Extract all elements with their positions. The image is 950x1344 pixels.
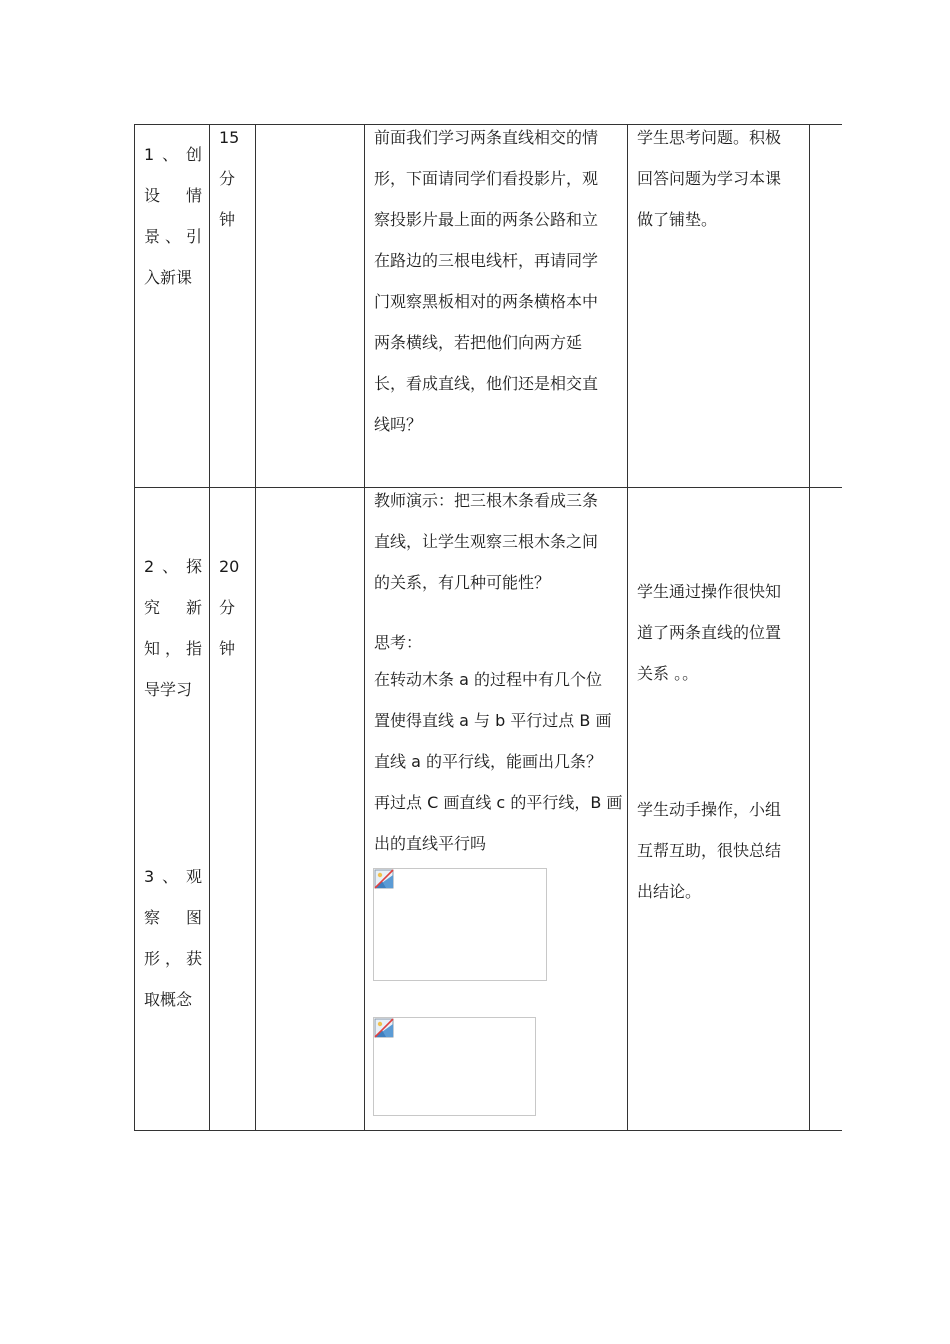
row2-time-line: 20 <box>219 557 240 576</box>
row2-student-b-cell <box>637 789 805 912</box>
broken-image-icon <box>374 869 394 889</box>
row2-stage-b-cell <box>144 856 202 1020</box>
row2-stage-line: 3 、 观 <box>144 867 202 886</box>
col-border-4 <box>364 124 365 1131</box>
row2-student-line: 道了两条直线的位置 <box>637 623 782 642</box>
row1-teacher-line: 前面我们学习两条直线相交的情 <box>374 128 599 147</box>
col-border-1 <box>134 124 135 1131</box>
row1-time-line: 分 <box>219 169 236 188</box>
row2-teacher-line: 直线，让学生观察三根木条之间 <box>374 532 599 551</box>
row2-teacher-b-cell <box>374 659 623 864</box>
row1-time-line: 15 <box>219 128 240 147</box>
row1-stage-cell <box>144 134 202 298</box>
row2-student-line: 互帮互助，很快总结 <box>637 841 782 860</box>
row2-student-a-cell <box>637 571 805 694</box>
col-border-5 <box>627 124 628 1131</box>
row2-stage-line: 2 、 探 <box>144 557 202 576</box>
row2-stage-a-cell <box>144 546 202 710</box>
row1-stage-line: 入新课 <box>144 268 193 287</box>
row2-teacher-line: 的关系，有几种可能性？ <box>374 573 551 592</box>
row2-stage-line: 取概念 <box>144 990 193 1009</box>
broken-image-icon <box>374 1018 394 1038</box>
think-title: 思考： <box>374 633 423 652</box>
row2-teacher-line: 出的直线平行吗 <box>374 834 487 853</box>
row1-teacher-cell <box>374 117 620 445</box>
row1-teacher-line: 两条横线，若把他们向两方延 <box>374 333 583 352</box>
row2-teacher-line: 直线 a 的平行线，能画出几条？ <box>374 752 602 771</box>
row2-student-line: 关系 。。 <box>637 664 699 683</box>
row1-student-line: 做了铺垫。 <box>637 210 718 229</box>
col-border-3 <box>255 124 256 1131</box>
row2-teacher-line: 教师演示：把三根木条看成三条 <box>374 491 599 510</box>
row2-time-line: 钟 <box>219 639 236 658</box>
row2-stage-line: 形 ， 获 <box>144 949 202 968</box>
row2-time-cell <box>219 546 249 669</box>
row2-stage-line: 察 图 <box>144 908 202 927</box>
table-bottom-border <box>134 1130 842 1131</box>
row1-teacher-line: 门观察黑板相对的两条横格本中 <box>374 292 599 311</box>
row2-stage-line: 导学习 <box>144 680 193 699</box>
row1-stage-line: 设 情 <box>144 186 202 205</box>
row2-stage-line: 究 新 <box>144 598 202 617</box>
col-border-6 <box>809 124 810 1131</box>
row2-teacher-a-cell <box>374 480 620 603</box>
row1-teacher-line: 在路边的三根电线杆，再请同学 <box>374 251 599 270</box>
row1-time-line: 钟 <box>219 210 236 229</box>
row1-teacher-line: 形，下面请同学们看投影片，观 <box>374 169 599 188</box>
col-border-2 <box>209 124 210 1131</box>
row2-time-line: 分 <box>219 598 236 617</box>
row2-teacher-line: 置使得直线 a 与 b 平行过点 B 画 <box>374 711 612 730</box>
row2-think-title <box>374 625 620 661</box>
row1-student-line: 回答问题为学习本课 <box>637 169 782 188</box>
row1-stage-line: 1 、 创 <box>144 145 202 164</box>
row2-student-line: 学生动手操作，小组 <box>637 800 782 819</box>
row1-teacher-line: 线吗？ <box>374 415 423 434</box>
row1-student-line: 学生思考问题。积极 <box>637 128 782 147</box>
row2-teacher-line: 再过点 C 画直线 c 的平行线，B 画 <box>374 793 623 812</box>
row2-student-line: 出结论。 <box>637 882 702 901</box>
row1-time-cell <box>219 117 249 240</box>
row1-teacher-line: 长，看成直线，他们还是相交直 <box>374 374 599 393</box>
figure-image-1 <box>373 868 547 981</box>
row1-student-cell <box>637 117 805 240</box>
row1-stage-line: 景 、 引 <box>144 227 202 246</box>
row2-stage-line: 知 ， 指 <box>144 639 202 658</box>
row1-teacher-line: 察投影片最上面的两条公路和立 <box>374 210 599 229</box>
row2-student-line: 学生通过操作很快知 <box>637 582 782 601</box>
figure-image-2 <box>373 1017 536 1116</box>
row2-teacher-line: 在转动木条 a 的过程中有几个位 <box>374 670 602 689</box>
